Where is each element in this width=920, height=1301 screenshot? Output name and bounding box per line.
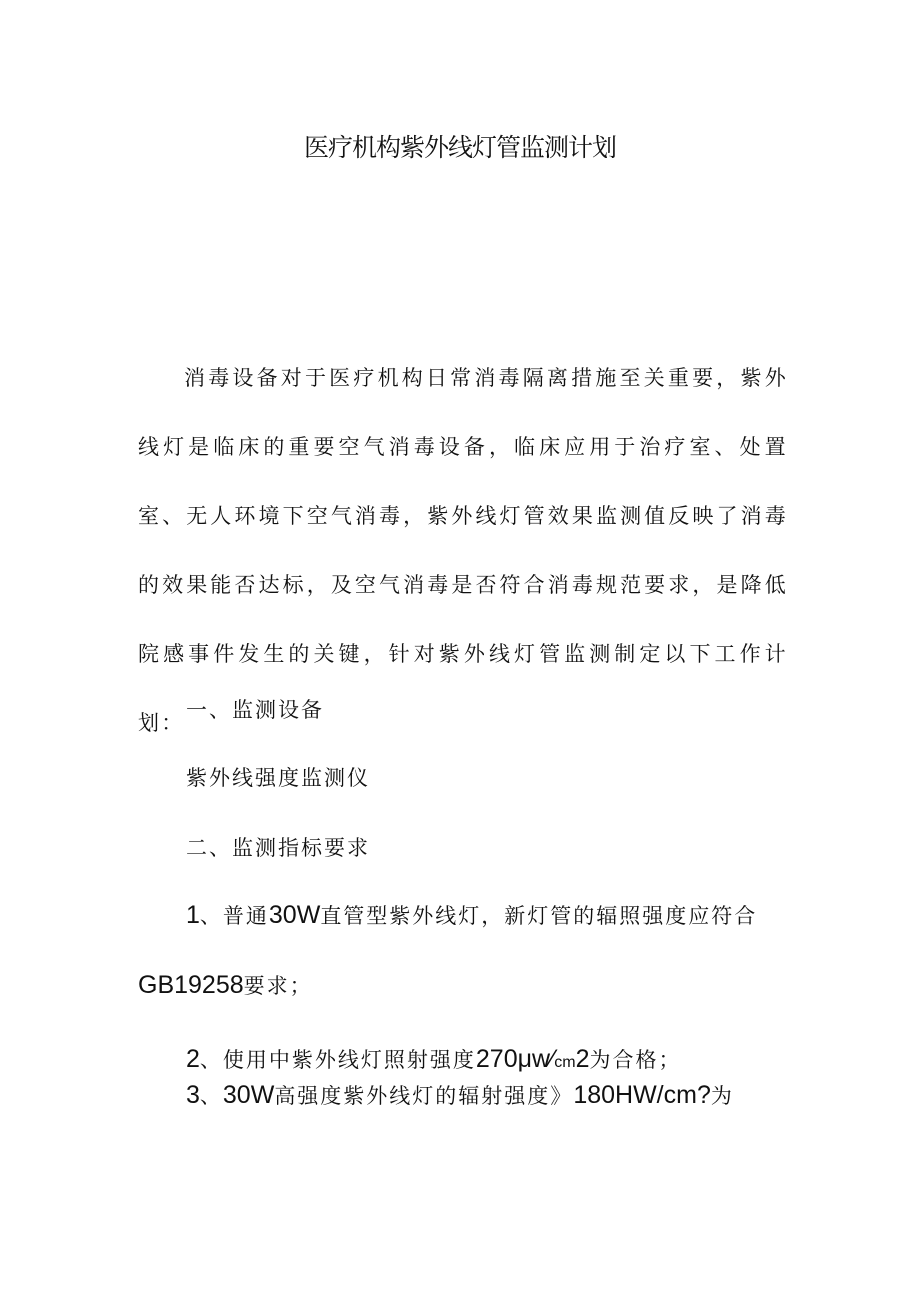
item-number: 3 [186,1081,200,1109]
item-text: 要求； [243,974,313,998]
item-text: 为 [710,1084,734,1108]
intensity-value: 270μw⁄ [475,1045,555,1073]
requirement-item-3 [186,1080,734,1110]
item-text: 、使用中紫外线灯照射强度 [199,1048,476,1072]
item-number: 2 [186,1045,200,1073]
item-text: 、普通 [199,904,269,928]
item-text: 、 [199,1084,223,1108]
requirement-item-1-continued [138,970,313,1000]
power-value: 30W [222,1081,275,1109]
section-heading-requirements: 二、监测指标要求 [186,836,370,860]
power-value: 30W [268,901,321,929]
item-number: 1 [186,901,200,929]
item-text: 直管型紫外线灯，新灯管的辐照强度应符合 [320,904,758,928]
item-text: 高强度紫外线灯的辐射强度》 [274,1084,574,1108]
equipment-name: 紫外线强度监测仪 [186,766,370,790]
item-text: 为合格； [589,1048,682,1072]
standard-code: GB19258 [138,971,244,999]
intro-paragraph: 消毒设备对于医疗机构日常消毒隔离措施至关重要，紫外线灯是临床的重要空气消毒设备，临床应用于治疗室、处置室、无人环境下空气消毒，紫外线灯管效果监测值反映了消毒的效果能否达标，及空气消毒是否符合消毒规范要求，是降低院感事件发生的关键，针对紫外线灯管监测制定以下工作计划： [138,366,788,735]
unit-exponent: 2 [575,1045,590,1073]
section-heading-equipment: 一、监测设备 [186,698,324,722]
requirement-item-2 [186,1044,682,1074]
requirement-item-1 [186,900,757,930]
unit-cm: cm [554,1054,576,1071]
intensity-value: 180HW/cm? [573,1081,711,1109]
document-title: 医疗机构紫外线灯管监测计划 [303,133,616,162]
